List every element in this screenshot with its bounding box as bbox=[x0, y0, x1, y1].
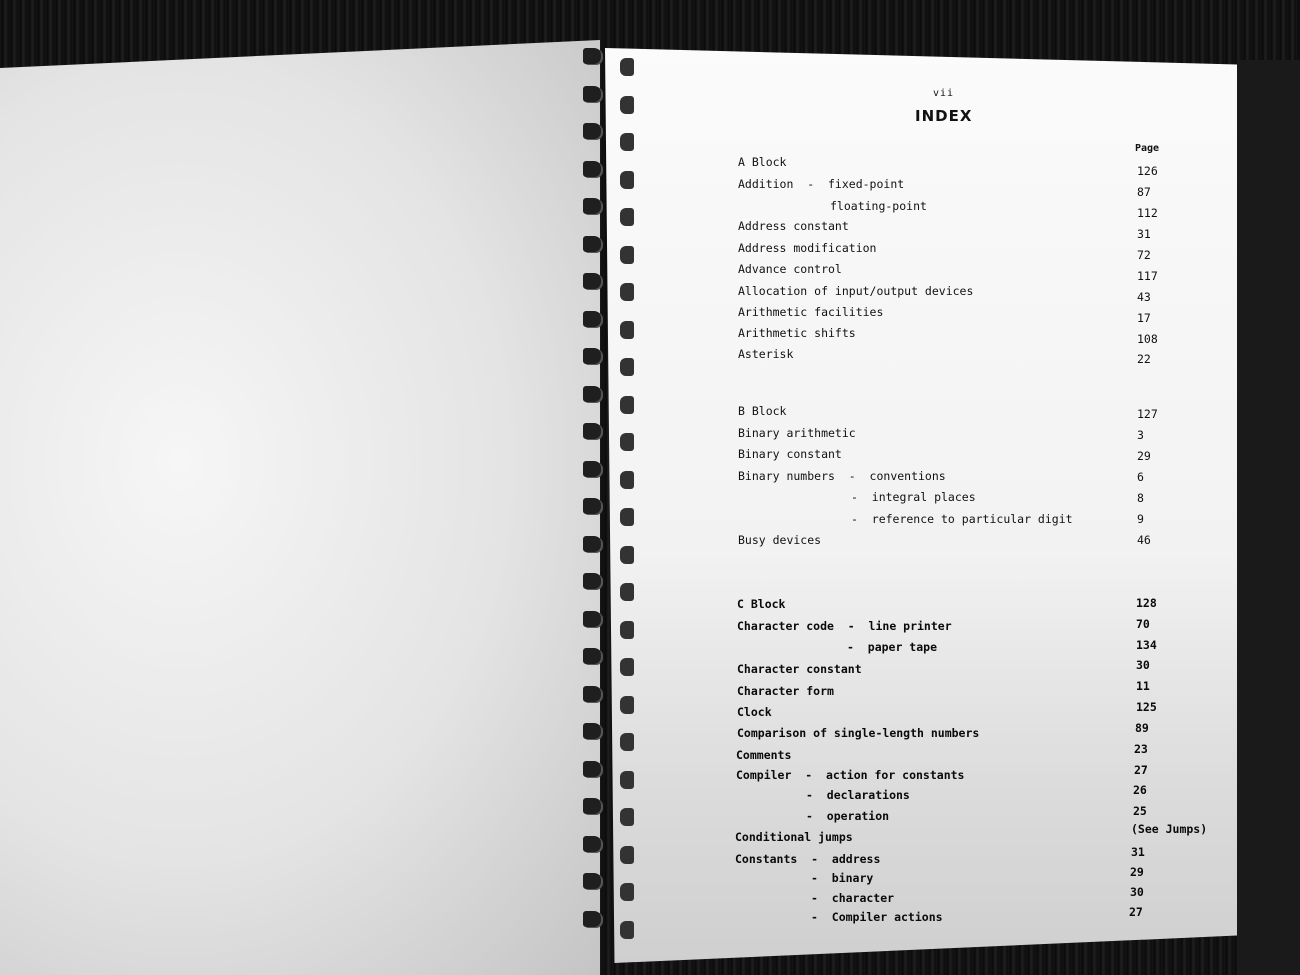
entry-label: Asterisk bbox=[738, 347, 794, 361]
entry-page: 8 bbox=[1137, 491, 1144, 505]
entry-page: 11 bbox=[1136, 679, 1150, 693]
binding-coil bbox=[620, 846, 634, 864]
entry-label: Arithmetic shifts bbox=[738, 326, 856, 340]
entry-label: A Block bbox=[738, 155, 787, 169]
entry-page: 22 bbox=[1137, 352, 1151, 366]
entry-page: 126 bbox=[1137, 164, 1158, 178]
binding-coil bbox=[583, 836, 601, 852]
entry-label: - character bbox=[811, 891, 895, 905]
entry-label: - Compiler actions bbox=[811, 910, 943, 924]
binding-coil bbox=[583, 123, 601, 139]
binding-coil bbox=[620, 733, 634, 751]
entry-label: - operation bbox=[806, 809, 890, 823]
entry-label: Character constant bbox=[737, 662, 862, 676]
entry-page: 87 bbox=[1137, 185, 1151, 199]
binding-coil bbox=[583, 423, 601, 439]
binding-coil bbox=[583, 161, 601, 177]
entry-label: C Block bbox=[737, 597, 786, 611]
binding-coil bbox=[583, 686, 601, 702]
binding-coil bbox=[620, 58, 634, 76]
binding-coil bbox=[583, 273, 601, 289]
binding-coil bbox=[620, 133, 634, 151]
entry-label: Busy devices bbox=[738, 533, 822, 547]
binding-coil bbox=[620, 396, 634, 414]
binding-coil bbox=[583, 198, 601, 214]
entry-label: - declarations bbox=[806, 788, 910, 802]
binding-coil bbox=[620, 696, 634, 714]
binding-coil bbox=[620, 808, 634, 826]
entry-label: - binary bbox=[811, 871, 874, 885]
entry-label: Constants - address bbox=[735, 852, 881, 866]
binding-coil bbox=[583, 798, 601, 814]
binding-coil bbox=[583, 48, 601, 64]
binding-coil bbox=[620, 583, 634, 601]
entry-label: Binary arithmetic bbox=[738, 426, 856, 440]
binding-coil bbox=[583, 498, 601, 514]
entry-page: 23 bbox=[1134, 742, 1148, 756]
entry-label: - reference to particular digit bbox=[851, 512, 1073, 526]
entry-label: Clock bbox=[737, 705, 772, 719]
entry-page: 117 bbox=[1137, 269, 1158, 283]
entry-page: 3 bbox=[1137, 428, 1144, 442]
entry-label: - integral places bbox=[851, 490, 976, 504]
entry-page: 31 bbox=[1137, 227, 1151, 241]
entry-label: floating-point bbox=[830, 199, 927, 213]
binding-coil bbox=[620, 921, 634, 939]
binding-coil bbox=[620, 658, 634, 676]
entry-page: 112 bbox=[1137, 206, 1158, 220]
entry-page: 9 bbox=[1137, 512, 1144, 526]
binding-coil bbox=[583, 86, 601, 102]
entry-label: Comparison of single-length numbers bbox=[737, 726, 980, 740]
binding-coil bbox=[583, 723, 601, 739]
entry-page: 30 bbox=[1136, 658, 1150, 672]
binding-coil bbox=[620, 771, 634, 789]
binding-coil bbox=[583, 536, 601, 552]
binding-coil bbox=[583, 348, 601, 364]
binding-coil bbox=[583, 873, 601, 889]
entry-label: - paper tape bbox=[847, 640, 938, 654]
entry-page: 125 bbox=[1136, 700, 1157, 714]
entry-page: 43 bbox=[1137, 290, 1151, 304]
entry-page: 31 bbox=[1131, 845, 1145, 859]
binding-coil bbox=[620, 358, 634, 376]
page-title: INDEX bbox=[915, 107, 973, 125]
entry-page: 26 bbox=[1133, 783, 1147, 797]
entry-page: 72 bbox=[1137, 248, 1151, 262]
entry-page: 29 bbox=[1130, 865, 1144, 879]
entry-label: Character form bbox=[737, 684, 834, 698]
entry-page: 29 bbox=[1137, 449, 1151, 463]
binding-coil bbox=[583, 573, 601, 589]
binding-coil bbox=[583, 611, 601, 627]
entry-page: 108 bbox=[1137, 332, 1158, 346]
entry-label: Address modification bbox=[738, 241, 877, 255]
binding-coil bbox=[583, 911, 601, 927]
binding-coil bbox=[620, 471, 634, 489]
binding-coil bbox=[620, 433, 634, 451]
entry-page: 27 bbox=[1134, 763, 1148, 777]
binding-coil bbox=[583, 311, 601, 327]
binding-coil bbox=[583, 761, 601, 777]
desk-edge bbox=[1237, 60, 1300, 975]
binding-coil bbox=[583, 236, 601, 252]
entry-label: Binary numbers - conventions bbox=[738, 469, 946, 483]
entry-page: 46 bbox=[1137, 533, 1151, 547]
binding-coil bbox=[620, 283, 634, 301]
binding-coil bbox=[620, 246, 634, 264]
entry-page: 134 bbox=[1136, 638, 1157, 652]
entry-page: 17 bbox=[1137, 311, 1151, 325]
binding-coil bbox=[620, 621, 634, 639]
binding-coil bbox=[620, 96, 634, 114]
entry-label: Advance control bbox=[738, 262, 842, 276]
entry-page: 127 bbox=[1137, 407, 1158, 421]
entry-page: 30 bbox=[1130, 885, 1144, 899]
entry-page: 70 bbox=[1136, 617, 1150, 631]
entry-page: 89 bbox=[1135, 721, 1149, 735]
entry-page: (See Jumps) bbox=[1131, 822, 1208, 836]
entry-label: Address constant bbox=[738, 219, 849, 233]
binding-coil bbox=[620, 171, 634, 189]
binding-coil bbox=[583, 386, 601, 402]
entry-label: Compiler - action for constants bbox=[736, 768, 965, 782]
entry-label: B Block bbox=[738, 404, 787, 418]
binding-coil bbox=[620, 508, 634, 526]
binding-coil bbox=[620, 883, 634, 901]
binding-coil bbox=[583, 648, 601, 664]
binding-coil bbox=[620, 321, 634, 339]
left-blank-page bbox=[0, 40, 600, 975]
entry-label: Allocation of input/output devices bbox=[738, 284, 974, 298]
entry-page: 128 bbox=[1136, 596, 1157, 610]
entry-label: Addition - fixed-point bbox=[738, 177, 905, 191]
entry-label: Binary constant bbox=[738, 447, 842, 461]
entry-label: Character code - line printer bbox=[737, 619, 952, 633]
entry-label: Comments bbox=[736, 748, 792, 762]
entry-page: 25 bbox=[1133, 804, 1147, 818]
binding-coil bbox=[620, 208, 634, 226]
entry-page: 27 bbox=[1129, 905, 1143, 919]
entry-page: 6 bbox=[1137, 470, 1144, 484]
entry-label: Conditional jumps bbox=[735, 830, 853, 844]
entry-label: Arithmetic facilities bbox=[738, 305, 884, 319]
binding-coil bbox=[583, 461, 601, 477]
page-column-header: Page bbox=[1135, 143, 1160, 154]
page-number: vii bbox=[933, 88, 955, 99]
binding-coil bbox=[620, 546, 634, 564]
